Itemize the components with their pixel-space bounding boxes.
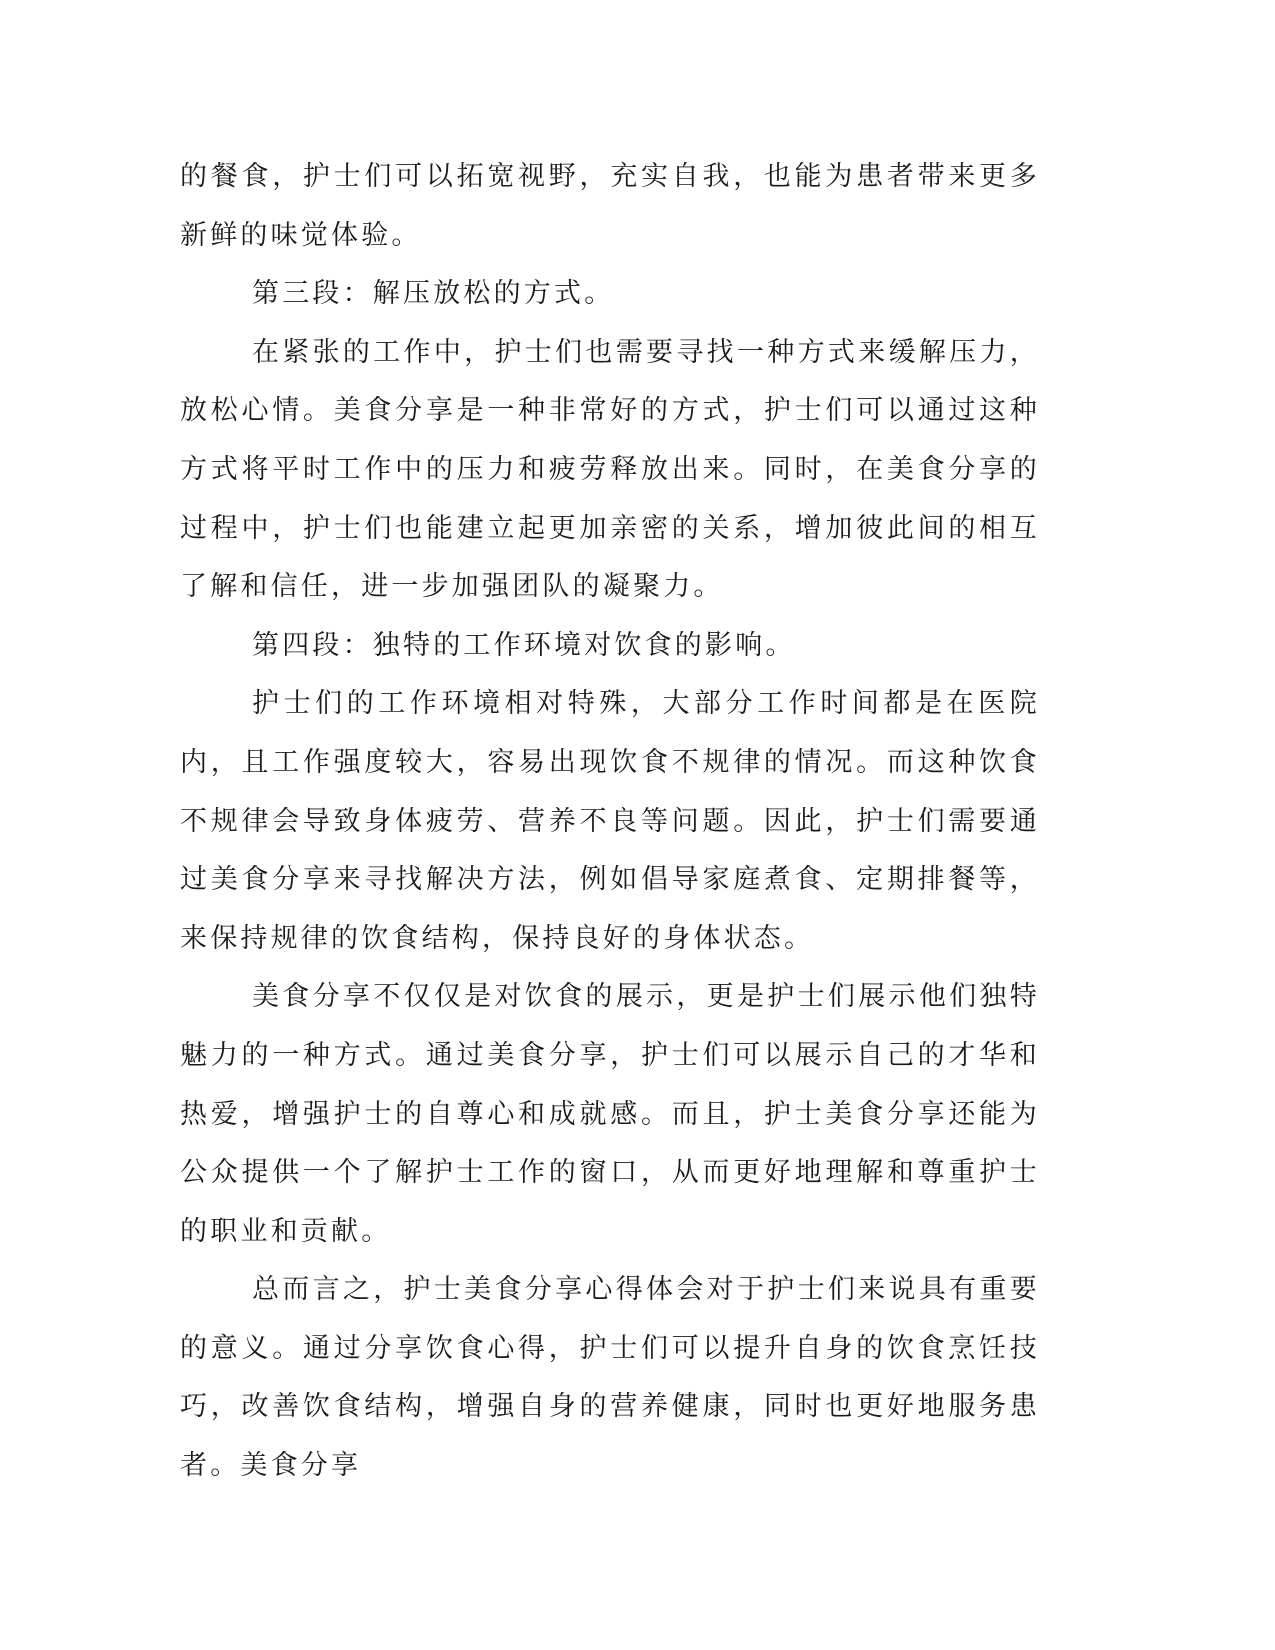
section-heading-3: 第三段：解压放松的方式。 [252,278,615,310]
paragraph-conclusion: 总而言之，护士美食分享心得体会对于护士们来说具有重要的意义。通过分享饮食心得，护士们可以提升自身的饮食烹饪技巧，改善饮食结构，增强自身的营养健康，同时也更好地服务患者。美食分享 [180,1274,1040,1482]
paragraph-continuation: 的餐食，护士们可以拓宽视野，充实自我，也能为患者带来更多新鲜的味觉体验。 [180,161,1040,251]
paragraph-showcase: 美食分享不仅仅是对饮食的展示，更是护士们展示他们独特魅力的一种方式。通过美食分享，护士们可以展示自己的才华和热爱，增强护士的自尊心和成就感。而且，护士美食分享还能为公众提供一个了解护士工作的窗口，从而更好地理解和尊重护士的职业和贡献。 [180,981,1040,1247]
section-heading-4: 第四段：独特的工作环境对饮食的影响。 [252,629,796,661]
document-body [180,148,1040,1496]
paragraph-work-environment: 护士们的工作环境相对特殊，大部分工作时间都是在医院内，且工作强度较大，容易出现饮食不规律的情况。而这种饮食不规律会导致身体疲劳、营养不良等问题。因此，护士们需要通过美食分享来寻找解决方法，例如倡导家庭煮食、定期排餐等，来保持规律的饮食结构，保持良好的身体状态。 [180,688,1040,954]
paragraph-stress-relief: 在紧张的工作中，护士们也需要寻找一种方式来缓解压力，放松心情。美食分享是一种非常好的方式，护士们可以通过这种方式将平时工作中的压力和疲劳释放出来。同时，在美食分享的过程中，护士们也能建立起更加亲密的关系，增加彼此间的相互了解和信任，进一步加强团队的凝聚力。 [180,336,1040,603]
